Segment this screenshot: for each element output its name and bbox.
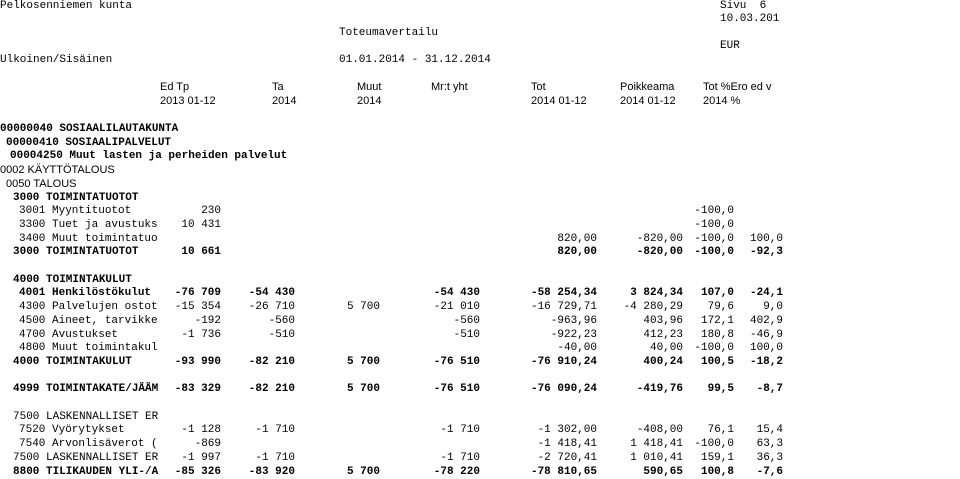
table-cell: -408,00 bbox=[636, 424, 683, 437]
table-cell: 9,0 bbox=[763, 301, 783, 314]
org-name: Pelkosenniemen kunta bbox=[0, 0, 133, 12]
table-cell: 412,23 bbox=[643, 328, 683, 341]
table-cell: -100,0 bbox=[694, 232, 734, 245]
table-cell: -7,6 bbox=[756, 465, 783, 478]
table-cell: -78 220 bbox=[433, 465, 480, 478]
table-cell: -1 997 bbox=[181, 451, 221, 464]
table-cell: -76 910,24 bbox=[530, 355, 597, 368]
row-label: 4999 TOIMINTAKATE/JÄÄM bbox=[13, 383, 159, 396]
table-cell: 5 700 bbox=[346, 355, 380, 368]
row-label: 4000 TOIMINTAKULUT bbox=[13, 273, 132, 286]
table-cell: 63,3 bbox=[756, 438, 783, 451]
table-cell: -18,2 bbox=[749, 355, 783, 368]
row-label: 4500 Aineet, tarvikke bbox=[19, 314, 158, 327]
row-label: 4800 Muut toimintakul bbox=[19, 342, 158, 355]
table-cell: -869 bbox=[194, 438, 221, 451]
row-label: 3400 Muut toimintatuo bbox=[19, 232, 158, 245]
row-label: 0002 KÄYTTÖTALOUS bbox=[0, 164, 115, 177]
table-cell: -1 710 bbox=[440, 424, 480, 437]
table-cell: 10 431 bbox=[181, 218, 221, 231]
table-cell: -40,00 bbox=[557, 342, 597, 355]
row-label: 4000 TOIMINTAKULUT bbox=[13, 355, 132, 368]
row-label: 3000 TOIMINTATUOTOT bbox=[13, 191, 139, 204]
column-header: 2014 % bbox=[703, 95, 741, 107]
table-cell: 107,0 bbox=[700, 287, 734, 300]
table-cell: 99,5 bbox=[707, 383, 734, 396]
table-cell: -1 736 bbox=[181, 328, 221, 341]
table-cell: 820,00 bbox=[557, 232, 597, 245]
row-label: 7500 LASKENNALLISET ER bbox=[13, 451, 159, 464]
table-cell: -24,1 bbox=[749, 287, 783, 300]
table-cell: 1 418,41 bbox=[630, 438, 683, 451]
table-cell: -510 bbox=[268, 328, 295, 341]
period-label: 01.01.2014 - 31.12.2014 bbox=[339, 54, 491, 66]
row-label: 7520 Vyörytykset bbox=[19, 424, 125, 437]
table-cell: -1 302,00 bbox=[537, 424, 597, 437]
table-cell: 100,0 bbox=[749, 232, 783, 245]
table-cell: -21 010 bbox=[433, 301, 480, 314]
table-cell: 100,5 bbox=[700, 355, 734, 368]
table-cell: 5 700 bbox=[346, 465, 380, 478]
table-cell: -510 bbox=[453, 328, 480, 341]
column-header: Mr:t yht bbox=[431, 81, 468, 93]
table-cell: -963,96 bbox=[550, 314, 597, 327]
table-cell: -1 418,41 bbox=[537, 438, 597, 451]
column-header: 2013 01-12 bbox=[160, 95, 216, 107]
column-header: Poikkeama bbox=[620, 81, 675, 93]
row-label: 3001 Myyntituotot bbox=[19, 205, 132, 218]
table-cell: 100,0 bbox=[749, 342, 783, 355]
row-label: 4001 Henkilöstökulut bbox=[19, 287, 152, 300]
table-cell: -76 090,24 bbox=[530, 383, 597, 396]
table-cell: -93 990 bbox=[174, 355, 221, 368]
table-cell: -1 710 bbox=[440, 451, 480, 464]
row-label: 3300 Tuet ja avustuks bbox=[19, 218, 158, 231]
table-cell: 230 bbox=[201, 205, 221, 218]
row-label: 7500 LASKENNALLISET ER bbox=[13, 410, 159, 423]
table-cell: -4 280,29 bbox=[623, 301, 683, 314]
table-cell: -76 510 bbox=[433, 355, 480, 368]
table-cell: -76 709 bbox=[174, 287, 221, 300]
column-header: Ta bbox=[272, 81, 284, 93]
table-cell: -1 710 bbox=[255, 451, 295, 464]
table-cell: 3 824,34 bbox=[630, 287, 683, 300]
column-header: Tot %Ero ed v bbox=[703, 81, 772, 93]
table-cell: -82 210 bbox=[248, 355, 295, 368]
table-cell: -419,76 bbox=[636, 383, 683, 396]
row-label: 7540 Arvonlisäverot ( bbox=[19, 438, 158, 451]
table-cell: -76 510 bbox=[433, 383, 480, 396]
table-cell: 180,8 bbox=[700, 328, 734, 341]
table-cell: -100,0 bbox=[694, 218, 734, 231]
row-label: 4300 Palvelujen ostot bbox=[19, 301, 158, 314]
table-cell: -820,00 bbox=[636, 246, 683, 259]
table-cell: -560 bbox=[453, 314, 480, 327]
table-cell: 400,24 bbox=[643, 355, 683, 368]
column-header: Muut bbox=[357, 81, 382, 93]
column-header: Ed Tp bbox=[160, 81, 190, 93]
table-cell: 76,1 bbox=[707, 424, 734, 437]
table-cell: 10 661 bbox=[181, 246, 221, 259]
report-title: Toteumavertailu bbox=[339, 27, 439, 39]
table-cell: 820,00 bbox=[557, 246, 597, 259]
table-cell: 15,4 bbox=[756, 424, 783, 437]
row-label: 8800 TILIKAUDEN YLI-/A bbox=[13, 465, 159, 478]
table-cell: -58 254,34 bbox=[530, 287, 597, 300]
table-cell: -82 210 bbox=[248, 383, 295, 396]
table-cell: 36,3 bbox=[756, 451, 783, 464]
table-cell: 590,65 bbox=[643, 465, 683, 478]
table-cell: -78 810,65 bbox=[530, 465, 597, 478]
row-label: 00000040 SOSIAALILAUTAKUNTA bbox=[0, 123, 179, 135]
column-header: 2014 01-12 bbox=[620, 95, 676, 107]
column-header: 2014 bbox=[357, 95, 382, 107]
table-cell: -1 128 bbox=[181, 424, 221, 437]
table-cell: 40,00 bbox=[649, 342, 683, 355]
scope-label: Ulkoinen/Sisäinen bbox=[0, 54, 113, 66]
row-label: 00000410 SOSIAALIPALVELUT bbox=[6, 136, 172, 149]
table-cell: -922,23 bbox=[550, 328, 597, 341]
table-cell: -1 710 bbox=[255, 424, 295, 437]
column-header: Tot bbox=[531, 81, 546, 93]
table-cell: -46,9 bbox=[749, 328, 783, 341]
row-label: 00004250 Muut lasten ja perheiden palvelut bbox=[10, 150, 288, 163]
page-number: Sivu 6 bbox=[720, 0, 767, 12]
table-cell: -100,0 bbox=[694, 246, 734, 259]
table-cell: -100,0 bbox=[694, 342, 734, 355]
table-cell: -54 430 bbox=[248, 287, 295, 300]
table-cell: 5 700 bbox=[346, 383, 380, 396]
table-cell: -192 bbox=[194, 314, 221, 327]
row-label: 4700 Avustukset bbox=[19, 328, 119, 341]
currency-label: EUR bbox=[720, 40, 740, 52]
report-date: 10.03.201 bbox=[720, 13, 780, 25]
table-cell: -8,7 bbox=[756, 383, 783, 396]
column-header: 2014 bbox=[272, 95, 297, 107]
table-cell: 79,6 bbox=[707, 301, 734, 314]
table-cell: 1 010,41 bbox=[630, 451, 683, 464]
table-cell: -54 430 bbox=[433, 287, 480, 300]
table-cell: -100,0 bbox=[694, 438, 734, 451]
column-header: 2014 01-12 bbox=[531, 95, 587, 107]
table-cell: -26 710 bbox=[248, 301, 295, 314]
table-cell: -15 354 bbox=[174, 301, 221, 314]
table-cell: 159,1 bbox=[700, 451, 734, 464]
table-cell: 100,8 bbox=[700, 465, 734, 478]
table-cell: -820,00 bbox=[636, 232, 683, 245]
table-cell: 5 700 bbox=[346, 301, 380, 314]
table-cell: -16 729,71 bbox=[530, 301, 597, 314]
table-cell: -2 720,41 bbox=[537, 451, 597, 464]
table-cell: -100,0 bbox=[694, 205, 734, 218]
table-cell: -83 920 bbox=[248, 465, 295, 478]
table-cell: 402,9 bbox=[749, 314, 783, 327]
row-label: 0050 TALOUS bbox=[6, 177, 77, 190]
table-cell: -560 bbox=[268, 314, 295, 327]
table-cell: 172,1 bbox=[700, 314, 734, 327]
table-cell: -85 326 bbox=[174, 465, 221, 478]
table-cell: 403,96 bbox=[643, 314, 683, 327]
table-cell: -83 329 bbox=[174, 383, 221, 396]
row-label: 3000 TOIMINTATUOTOT bbox=[13, 246, 139, 259]
table-cell: -92,3 bbox=[749, 246, 783, 259]
